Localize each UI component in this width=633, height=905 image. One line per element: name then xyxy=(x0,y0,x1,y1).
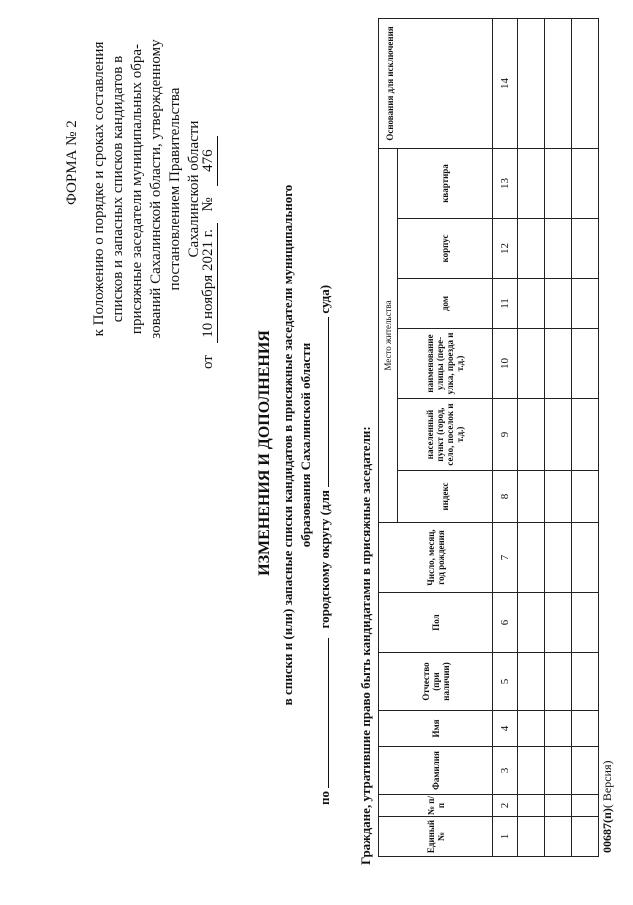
header-cell: Основания для исключения xyxy=(379,19,493,149)
table-cell xyxy=(572,593,599,653)
table-cell xyxy=(518,471,545,523)
table-cell xyxy=(545,817,572,857)
header-cell: Пол xyxy=(379,593,493,653)
table-cell xyxy=(545,219,572,279)
table-cell xyxy=(518,219,545,279)
column-number: 2 xyxy=(493,795,518,817)
document-title: ИЗМЕНЕНИЯ И ДОПОЛНЕНИЯ xyxy=(256,330,273,576)
table-cell xyxy=(518,329,545,399)
table-cell xyxy=(518,817,545,857)
header-cell: Отчество (при наличии) xyxy=(379,653,493,711)
header-cell: индекс xyxy=(398,471,493,523)
header-cell: Число, месяц, год рождения xyxy=(379,523,493,593)
header-cell: квартира xyxy=(398,149,493,219)
header-cell: Имя xyxy=(379,711,493,747)
table-cell xyxy=(572,523,599,593)
table-cell xyxy=(572,219,599,279)
table-cell xyxy=(572,399,599,471)
table-cell xyxy=(545,593,572,653)
table-cell xyxy=(518,653,545,711)
form-title: ФОРМА № 2 xyxy=(64,120,80,205)
column-number: 13 xyxy=(493,149,518,219)
table-cell xyxy=(545,399,572,471)
table-cell xyxy=(518,399,545,471)
document-subtitle: образования Сахалинской области xyxy=(298,342,313,548)
header-line: зований Сахалинской области, утвержденному xyxy=(148,39,164,339)
table-cell xyxy=(545,329,572,399)
header-cell: № п/п xyxy=(379,795,493,817)
table-cell xyxy=(545,19,572,149)
approval-line xyxy=(200,9,218,369)
table-cell xyxy=(545,523,572,593)
regulation-header xyxy=(90,9,204,369)
blank-line xyxy=(316,317,329,487)
table-cell xyxy=(545,471,572,523)
table-header-row xyxy=(379,19,398,857)
table-cell xyxy=(518,279,545,329)
table-cell xyxy=(518,149,545,219)
header-line: присяжные заседатели муниципальных обра- xyxy=(129,43,145,335)
column-number: 14 xyxy=(493,19,518,149)
table-cell xyxy=(545,711,572,747)
document-subtitle: в списки и (или) запасные списки кандидатов в присяжные заседатели муниципального xyxy=(280,184,295,706)
table-cell xyxy=(518,747,545,795)
po-label: по xyxy=(317,791,332,805)
header-cell: населенный пункт (город, село, поселок и т.д.) xyxy=(398,399,493,471)
column-number: 6 xyxy=(493,593,518,653)
table-cell xyxy=(572,711,599,747)
column-number: 12 xyxy=(493,219,518,279)
column-number: 7 xyxy=(493,523,518,593)
document-footer xyxy=(600,761,615,854)
table-cell xyxy=(545,653,572,711)
table-row xyxy=(572,19,599,857)
table-cell xyxy=(572,747,599,795)
header-cell: наименование улицы (пере-улка, проезда и т.д.) xyxy=(398,329,493,399)
column-number: 1 xyxy=(493,817,518,857)
column-number: 4 xyxy=(493,711,518,747)
residence-group-header: Место жительства xyxy=(379,149,398,523)
header-cell: Фамилия xyxy=(379,747,493,795)
column-number: 10 xyxy=(493,329,518,399)
table-cell xyxy=(545,279,572,329)
table-cell xyxy=(572,279,599,329)
candidates-table xyxy=(378,18,599,857)
court-line xyxy=(316,85,333,805)
table-cell xyxy=(545,795,572,817)
blank-line xyxy=(316,638,329,788)
table-cell xyxy=(572,653,599,711)
column-number: 8 xyxy=(493,471,518,523)
table-cell xyxy=(545,149,572,219)
document-code: 00687(п) xyxy=(600,808,614,853)
header-cell: корпус xyxy=(398,219,493,279)
column-number-row xyxy=(493,19,518,857)
table-cell xyxy=(518,19,545,149)
column-number: 3 xyxy=(493,747,518,795)
table-cell xyxy=(518,593,545,653)
header-cell: дом xyxy=(398,279,493,329)
header-line: списков и запасных списков кандидатов в xyxy=(110,55,126,323)
column-number: 11 xyxy=(493,279,518,329)
from-label: от xyxy=(200,355,216,369)
table-cell xyxy=(572,471,599,523)
approval-date: 10 ноября 2021 г. xyxy=(200,223,218,343)
column-number: 9 xyxy=(493,399,518,471)
header-line: Сахалинской области xyxy=(186,120,202,258)
document-version: ( Версия) xyxy=(600,760,614,809)
approval-number: 476 xyxy=(200,136,218,186)
header-cell: Единый № xyxy=(379,817,493,857)
section-title: Граждане, утратившие право быть кандидатами в присяжные заседатели: xyxy=(358,426,373,865)
header-line: к Положению о порядке и сроках составления xyxy=(91,41,107,337)
number-label: № xyxy=(200,197,216,212)
column-number: 5 xyxy=(493,653,518,711)
header-line: постановлением Правительства xyxy=(167,87,183,291)
table-row xyxy=(545,19,572,857)
table-cell xyxy=(545,747,572,795)
table-cell xyxy=(572,149,599,219)
po-middle-text: городскому округу (для xyxy=(317,490,332,629)
table-cell xyxy=(572,795,599,817)
po-end-text: суда) xyxy=(317,284,332,314)
table-cell xyxy=(572,817,599,857)
table-cell xyxy=(572,19,599,149)
table-cell xyxy=(518,711,545,747)
table-row xyxy=(518,19,545,857)
table-cell xyxy=(518,523,545,593)
table-cell xyxy=(518,795,545,817)
table-cell xyxy=(572,329,599,399)
